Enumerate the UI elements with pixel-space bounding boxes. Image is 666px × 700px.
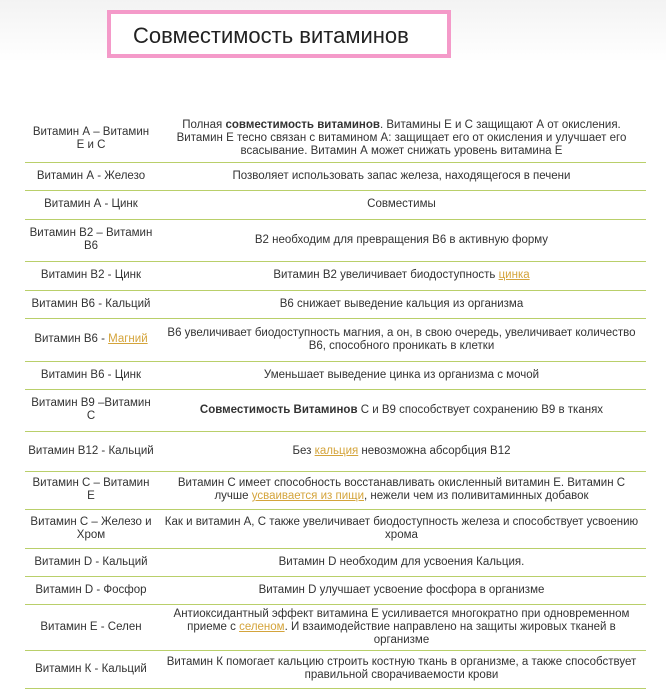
effect-cell: [157, 389, 646, 431]
effect-cell: [157, 219, 646, 261]
table-row: [25, 261, 646, 290]
effect-cell: [157, 650, 646, 688]
effect-cell: [157, 261, 646, 290]
table-row: [25, 116, 646, 162]
vitamin-pair-cell: [25, 650, 157, 688]
effect-cell: [157, 361, 646, 389]
text-span: Витамин В6 - Кальций: [31, 297, 151, 310]
text-span: Полная: [182, 119, 226, 132]
inline-link[interactable]: усваивается из пищи: [251, 490, 365, 502]
text-span: Антиоксидантный эффект витамина Е усиливается многократно при одновременном приеме с: [173, 607, 630, 633]
effect-cell: [157, 290, 646, 318]
title-box: [107, 10, 451, 58]
table-row: [25, 509, 646, 548]
inline-link[interactable]: кальция: [314, 444, 359, 457]
table-row: [25, 431, 646, 471]
table-row: [25, 471, 646, 509]
vitamin-pair-cell: [25, 389, 157, 431]
text-span: В6 снижает выведение кальция из организма: [279, 297, 524, 310]
text-span: С и В9 способствует сохранению В9 в тканях: [357, 403, 604, 416]
text-span: . И взаимодействие направлено на защиты жировых тканей в организме: [284, 620, 616, 646]
table-row: [25, 318, 646, 361]
vitamin-pair-cell: [25, 290, 157, 318]
inline-link[interactable]: селеном: [239, 620, 285, 633]
table-row: [25, 190, 646, 219]
table-row: [25, 290, 646, 318]
vitamin-pair-cell: [25, 190, 157, 219]
vitamin-pair-cell: [25, 576, 157, 604]
bold-text: совместимость витаминов: [225, 119, 380, 132]
text-span: Витамин D - Фосфор: [35, 583, 147, 596]
text-span: Совместимы: [367, 198, 436, 210]
text-span: , нежели чем из поливитаминных добавок: [364, 490, 589, 502]
vitamin-pair-cell: [25, 361, 157, 389]
effect-cell: [157, 318, 646, 361]
table-row: [25, 162, 646, 190]
text-span: . Витамины Е и С защищают А от окисления. Витамин Е тесно связан с витамином А: защищает его от окисления и улучшает его всасывание. Витамин А может снижать уровень витамина Е: [176, 119, 627, 158]
table-row: [25, 361, 646, 389]
text-span: Витамин В2 – Витамин В6: [29, 227, 153, 252]
text-span: Как и витамин А, С также увеличивает биодоступность железа и способствует усвоению хрома: [164, 515, 639, 541]
bold-text: Совместимость Витаминов: [199, 403, 358, 416]
text-span: Витамин D - Кальций: [34, 555, 148, 568]
text-span: Витамин С – Железо и Хром: [30, 515, 152, 541]
effect-cell: [157, 431, 646, 471]
effect-cell: [157, 509, 646, 548]
inline-link[interactable]: цинка: [498, 269, 530, 281]
text-span: Витамин В9 –Витамин С: [31, 397, 151, 422]
effect-cell: [157, 162, 646, 190]
vitamin-pair-cell: [25, 318, 157, 361]
text-span: В2 необходим для превращения В6 в активную форму: [254, 233, 549, 246]
effect-cell: [157, 576, 646, 604]
vitamin-pair-cell: [25, 604, 157, 650]
effect-cell: [157, 548, 646, 576]
vitamin-pair-cell: [25, 116, 157, 162]
text-span: Витамин D улучшает усвоение фосфора в организме: [258, 583, 545, 596]
text-span: Позволяет использовать запас железа, находящегося в печени: [232, 169, 571, 182]
text-span: Без: [292, 444, 315, 457]
table-row: [25, 219, 646, 261]
text-span: Витамин В12 - Кальций: [28, 444, 154, 457]
table-row: [25, 548, 646, 576]
vitamin-pair-cell: [25, 219, 157, 261]
effect-cell: [157, 190, 646, 219]
table-row: [25, 604, 646, 650]
text-span: Витамин В2 увеличивает биодоступность: [273, 269, 499, 281]
text-span: Уменьшает выведение цинка из организма с мочой: [263, 368, 540, 381]
text-span: Витамин Е - Селен: [40, 620, 142, 633]
text-span: Витамин D необходим для усвоения Кальция.: [278, 555, 525, 568]
table-row: [25, 389, 646, 431]
table-row: [25, 576, 646, 604]
vitamin-pair-cell: [25, 261, 157, 290]
table-row: [25, 650, 646, 688]
text-span: Витамин К помогает кальцию строить костную ткань в организме, а также способствует правильной сворачиваемости крови: [166, 656, 637, 681]
page-title: Совместимость витаминов: [133, 23, 409, 48]
effect-cell: [157, 471, 646, 509]
vitamin-pair-cell: [25, 162, 157, 190]
vitamin-pair-cell: [25, 509, 157, 548]
text-span: Витамин В6 - Цинк: [40, 368, 142, 381]
text-span: Витамин В2 - Цинк: [40, 269, 142, 281]
text-span: Витамин А – Витамин Е и С: [32, 125, 150, 151]
text-span: Витамин В6 -: [34, 333, 109, 345]
inline-link[interactable]: Магний: [108, 333, 148, 345]
vitamin-compatibility-table: [25, 116, 646, 689]
vitamin-pair-cell: [25, 548, 157, 576]
text-span: невозможна абсорбция В12: [358, 444, 511, 457]
text-span: Витамин А - Железо: [36, 169, 146, 182]
text-span: Витамин А - Цинк: [44, 198, 138, 210]
text-span: Витамин С – Витамин Е: [32, 477, 150, 502]
effect-cell: [157, 116, 646, 162]
vitamin-pair-cell: [25, 431, 157, 471]
vitamin-pair-cell: [25, 471, 157, 509]
text-span: Витамин С имеет способность восстанавливать окисленный витамин Е. Витамин С лучше: [177, 477, 626, 502]
text-span: В6 увеличивает биодоступность магния, а он, в свою очередь, увеличивает количество В6, способного проникать в клетки: [167, 326, 636, 352]
effect-cell: [157, 604, 646, 650]
text-span: Витамин К - Кальций: [35, 662, 147, 675]
